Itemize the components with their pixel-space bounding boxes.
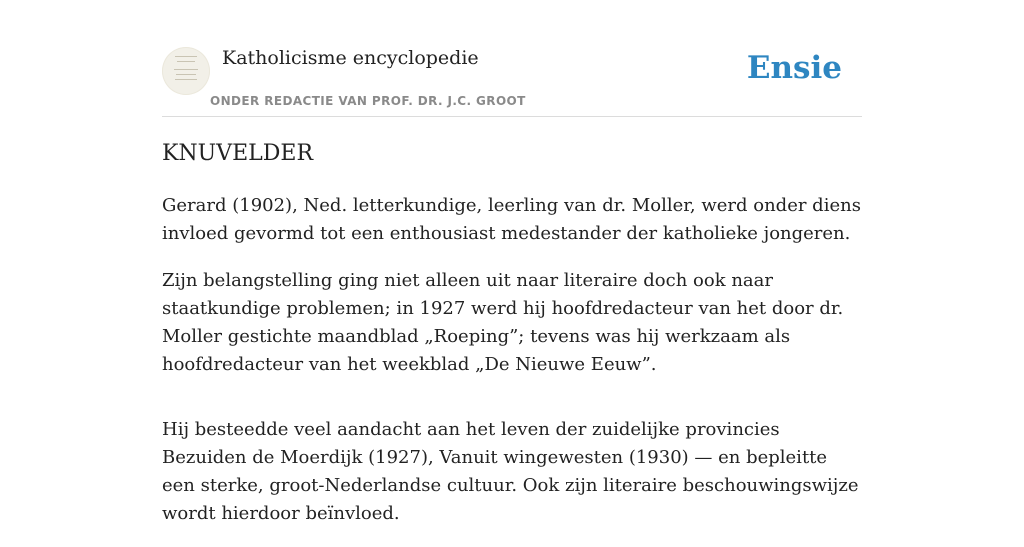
book-cover-thumbnail[interactable] [162, 47, 210, 95]
entry-paragraph: Zijn belangstelling ging niet alleen uit naar literaire doch ook naar staatkundige problemen; in 1927 werd hij hoofdredacteur van het door dr. Moller gestichte maandblad „Roeping”; tevens was hij werkzaam als hoofdredacteur van het weekblad „De Nieuwe Eeuw”. [162, 270, 844, 375]
entry-title: KNUVELDER [162, 141, 314, 166]
publication-header [162, 44, 862, 117]
entry-body [162, 192, 862, 547]
entry-paragraph: Hij besteedde veel aandacht aan het leven der zuidelijke provincies Bezuiden de Moerdijk (1927), Vanuit wingewesten (1930) — en bepleitte een sterke, groot-Nederlandse cultuur. Ook zijn literaire beschouwingswijze wordt hierdoor beïnvloed. [162, 419, 859, 524]
publication-title[interactable]: Katholicisme encyclopedie [222, 47, 479, 69]
publication-subtitle: ONDER REDACTIE VAN PROF. DR. J.C. GROOT [210, 94, 526, 108]
ensie-logo[interactable]: Ensie [746, 50, 842, 86]
entry-paragraph: Gerard (1902), Ned. letterkundige, leerling van dr. Moller, werd onder diens invloed gevormd tot een enthousiast medestander der katholieke jongeren. [162, 195, 861, 244]
